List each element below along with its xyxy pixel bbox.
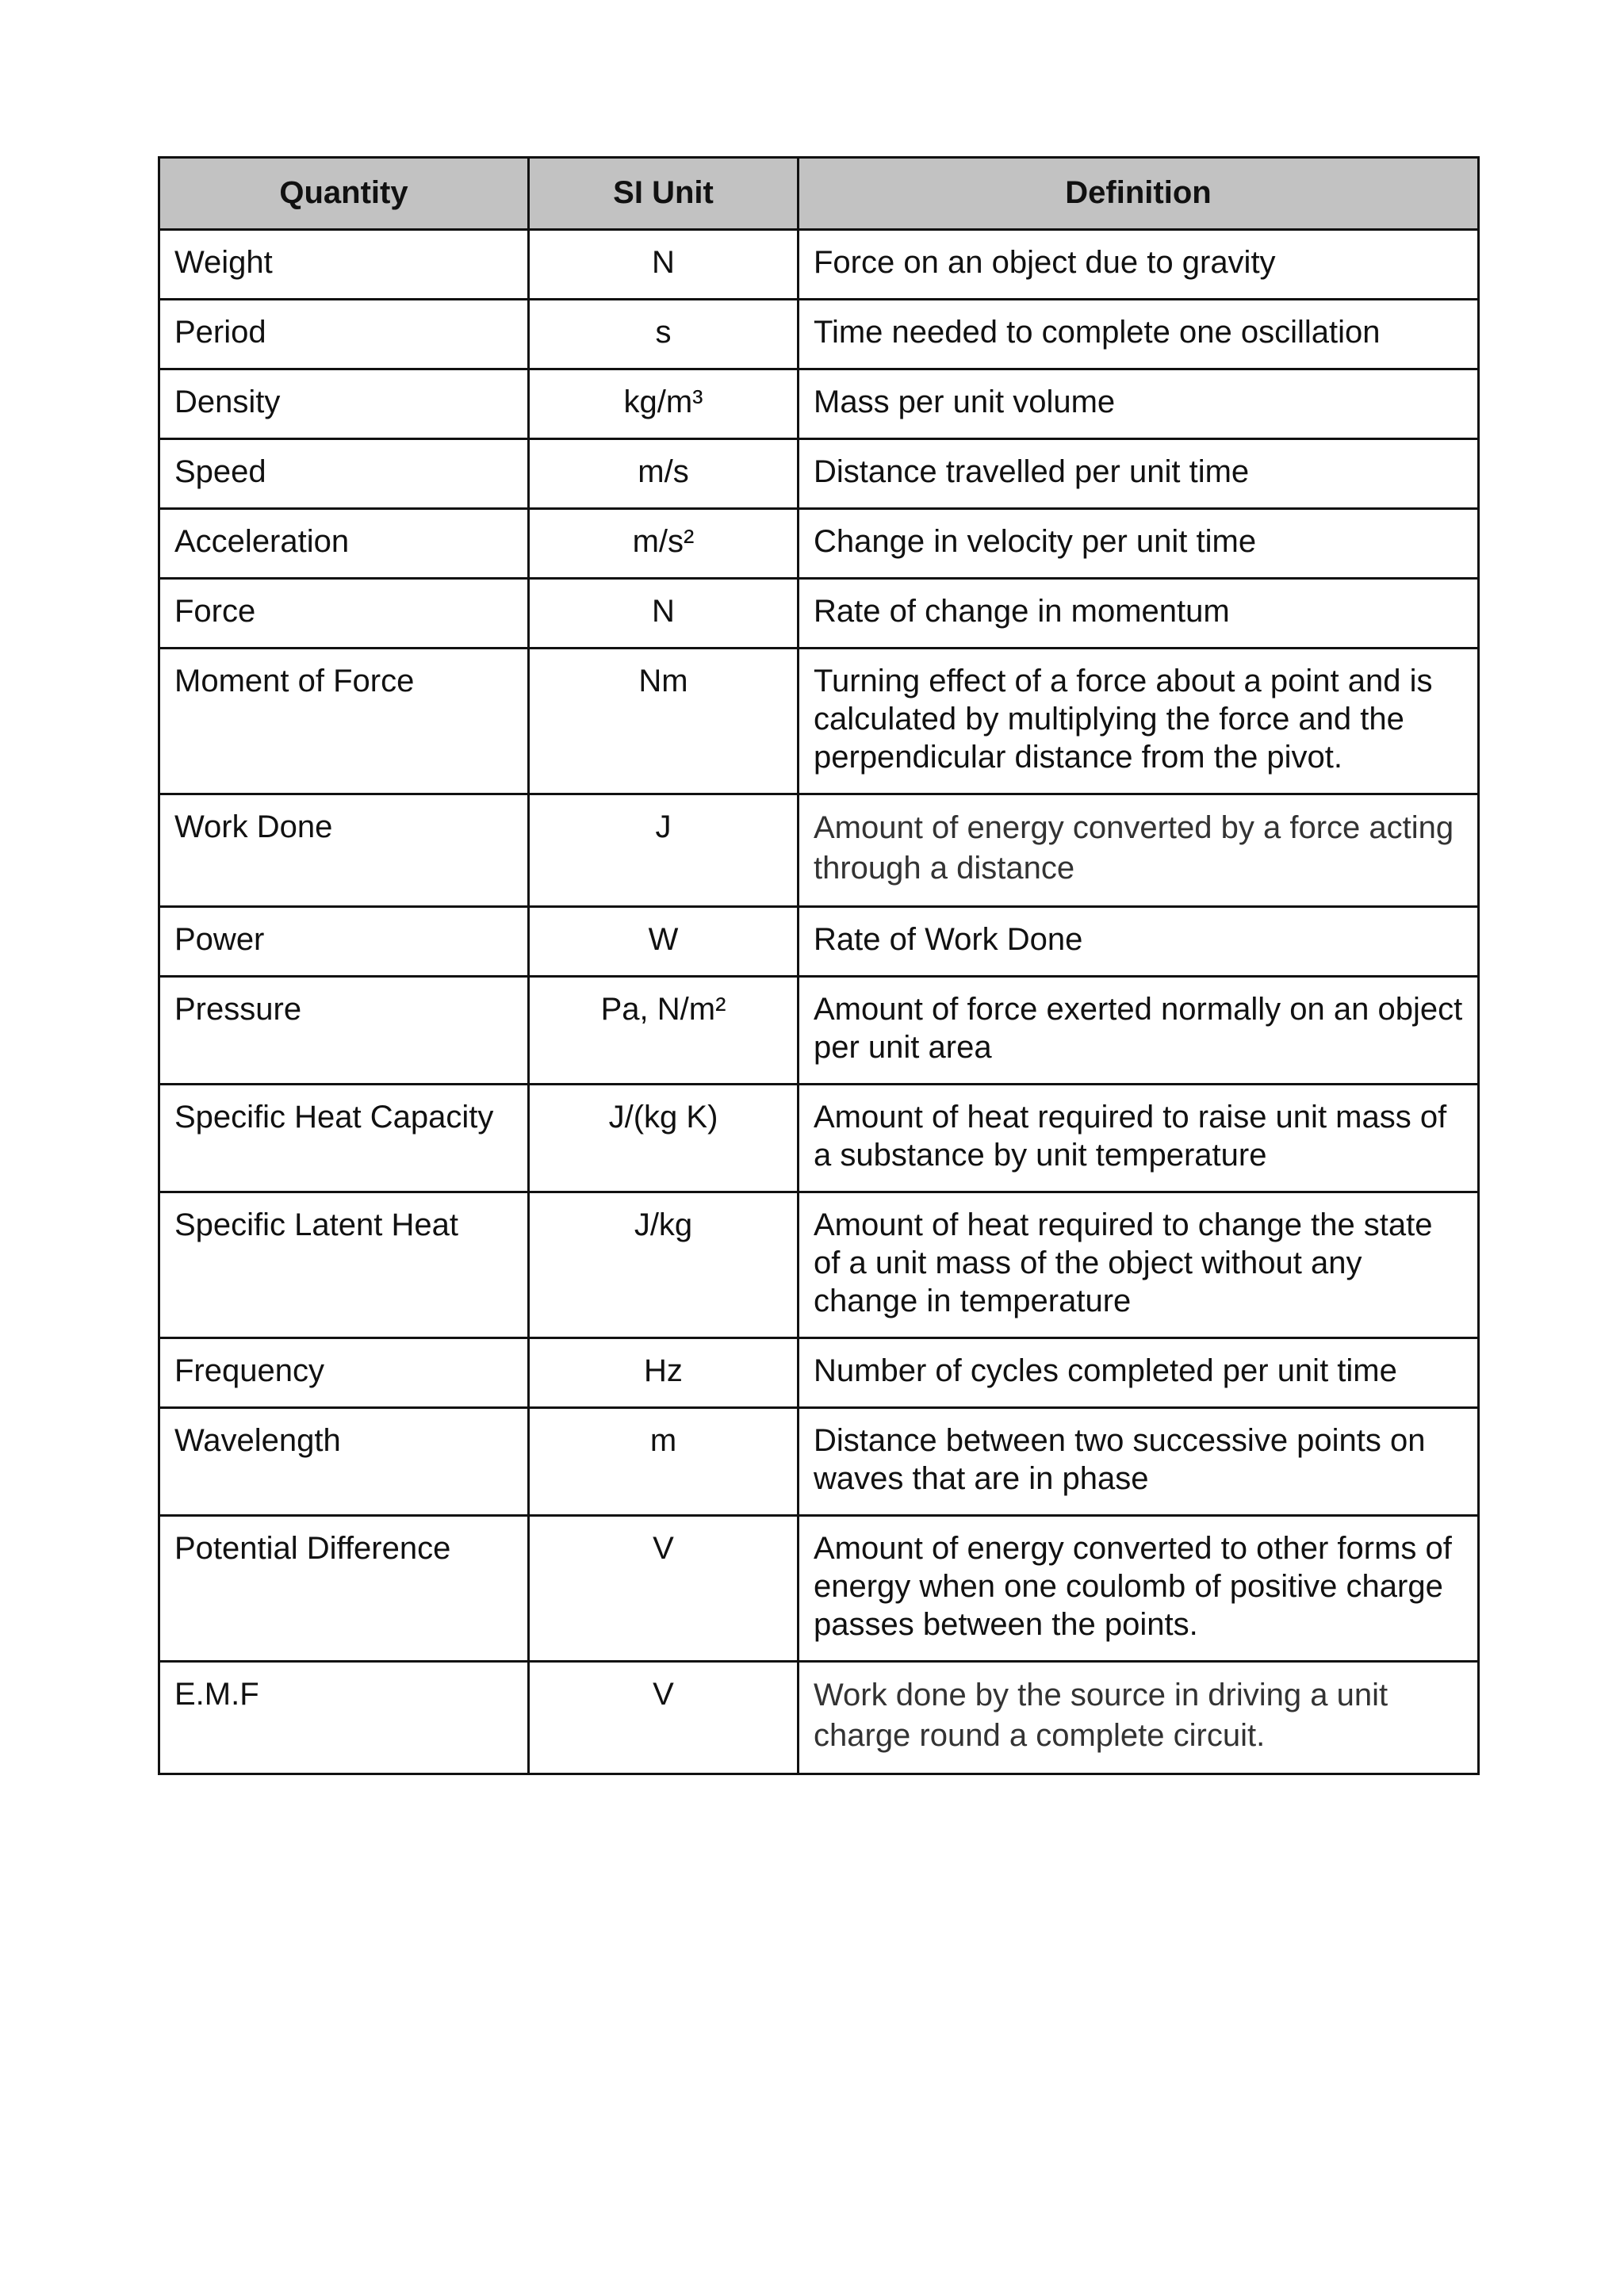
quantity-cell: Pressure [159, 977, 529, 1085]
table-row [159, 1662, 1479, 1774]
quantity-cell: Work Done [159, 794, 529, 907]
unit-cell: kg/m³ [529, 369, 799, 439]
quantity-cell: Force [159, 579, 529, 649]
definition-cell: Amount of heat required to raise unit mass of a substance by unit temperature [799, 1085, 1479, 1192]
header-definition: Definition [799, 158, 1479, 230]
unit-cell: m [529, 1408, 799, 1516]
quantity-cell: Specific Latent Heat [159, 1192, 529, 1338]
definition-cell: Amount of heat required to change the state of a unit mass of the object without any change in temperature [799, 1192, 1479, 1338]
definition-cell: Amount of force exerted normally on an object per unit area [799, 977, 1479, 1085]
unit-cell: J/(kg K) [529, 1085, 799, 1192]
unit-cell: m/s² [529, 509, 799, 579]
table-row [159, 794, 1479, 907]
quantity-cell: Acceleration [159, 509, 529, 579]
unit-cell: Nm [529, 649, 799, 794]
quantity-cell: Weight [159, 230, 529, 300]
table-row [159, 300, 1479, 369]
table-row [159, 1085, 1479, 1192]
unit-cell: Hz [529, 1338, 799, 1408]
table-row [159, 1338, 1479, 1408]
quantity-cell: Specific Heat Capacity [159, 1085, 529, 1192]
definition-cell: Time needed to complete one oscillation [799, 300, 1479, 369]
definition-cell: Change in velocity per unit time [799, 509, 1479, 579]
table-row [159, 369, 1479, 439]
unit-cell: J [529, 794, 799, 907]
unit-cell: N [529, 579, 799, 649]
unit-cell: W [529, 907, 799, 977]
quantity-cell: E.M.F [159, 1662, 529, 1774]
unit-cell: s [529, 300, 799, 369]
table-row [159, 509, 1479, 579]
table-row [159, 579, 1479, 649]
quantity-cell: Speed [159, 439, 529, 509]
definition-cell: Rate of Work Done [799, 907, 1479, 977]
unit-cell: V [529, 1662, 799, 1774]
header-quantity: Quantity [159, 158, 529, 230]
table-header [159, 158, 1479, 230]
definition-cell: Amount of energy converted to other forms of energy when one coulomb of positive charge passes between the points. [799, 1516, 1479, 1662]
quantity-cell: Wavelength [159, 1408, 529, 1516]
table-row [159, 977, 1479, 1085]
definition-cell: Distance travelled per unit time [799, 439, 1479, 509]
unit-cell: m/s [529, 439, 799, 509]
definition-cell: Force on an object due to gravity [799, 230, 1479, 300]
definition-cell: Rate of change in momentum [799, 579, 1479, 649]
table-row [159, 230, 1479, 300]
si-units-table [158, 156, 1480, 1775]
definition-cell: Distance between two successive points on waves that are in phase [799, 1408, 1479, 1516]
quantity-cell: Density [159, 369, 529, 439]
definition-cell: Amount of energy converted by a force acting through a distance [799, 794, 1479, 907]
table-row [159, 439, 1479, 509]
table-body [159, 230, 1479, 1774]
definition-cell: Mass per unit volume [799, 369, 1479, 439]
quantity-cell: Potential Difference [159, 1516, 529, 1662]
table-row [159, 907, 1479, 977]
quantity-cell: Frequency [159, 1338, 529, 1408]
quantity-cell: Moment of Force [159, 649, 529, 794]
quantity-cell: Power [159, 907, 529, 977]
quantity-cell: Period [159, 300, 529, 369]
definition-cell: Turning effect of a force about a point and is calculated by multiplying the force and the perpendicular distance from the pivot. [799, 649, 1479, 794]
header-row [159, 158, 1479, 230]
table-row [159, 649, 1479, 794]
unit-cell: N [529, 230, 799, 300]
table-row [159, 1516, 1479, 1662]
definition-cell: Number of cycles completed per unit time [799, 1338, 1479, 1408]
table-row [159, 1408, 1479, 1516]
unit-cell: Pa, N/m² [529, 977, 799, 1085]
header-si-unit: SI Unit [529, 158, 799, 230]
unit-cell: V [529, 1516, 799, 1662]
definition-cell: Work done by the source in driving a unit charge round a complete circuit. [799, 1662, 1479, 1774]
unit-cell: J/kg [529, 1192, 799, 1338]
table-row [159, 1192, 1479, 1338]
